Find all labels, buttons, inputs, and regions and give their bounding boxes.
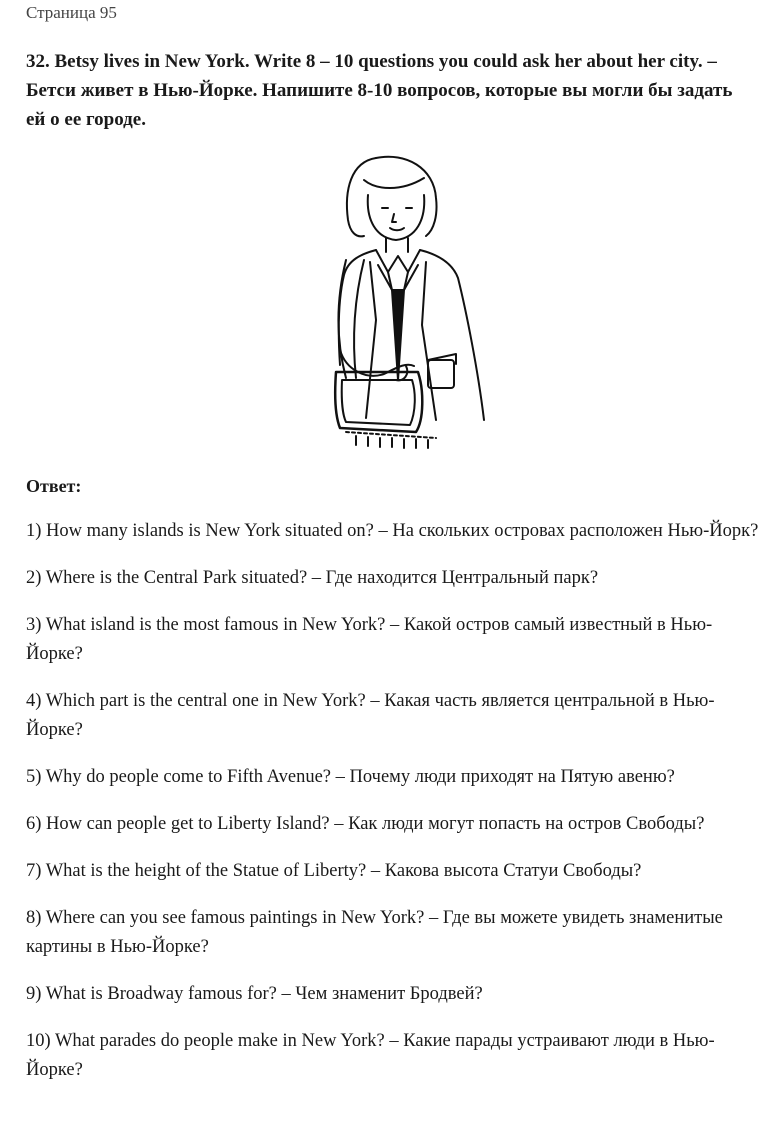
page-label: Страница 95: [26, 3, 117, 22]
answer-heading: Ответ:: [26, 476, 82, 496]
list-item: 10) What parades do people make in New York? – Какие парады устраивают люди в Нью-Йорке?: [26, 1031, 715, 1080]
list-item: 2) Where is the Central Park situated? – Где находится Центральный парк?: [26, 568, 599, 588]
list-item: 1) How many islands is New York situated on? – На скольких островах расположен Нью-Йорк?: [26, 521, 759, 541]
list-item: 4) Which part is the central one in New York? – Какая часть является центральной в Нью-Йорке?: [26, 691, 715, 740]
list-item: 9) What is Broadway famous for? – Чем знаменит Бродвей?: [26, 984, 483, 1004]
list-item: 5) Why do people come to Fifth Avenue? – Почему люди приходят на Пятую авеню?: [26, 767, 675, 787]
list-item: 8) Where can you see famous paintings in New York? – Где вы можете увидеть знаменитые картины в Нью-Йорке?: [26, 908, 723, 957]
list-item: 3) What island is the most famous in New York? – Какой остров самый известный в Нью-Йорке?: [26, 615, 713, 664]
task-text: 32. Betsy lives in New York. Write 8 – 10 questions you could ask her about her city. – Бетси живет в Нью-Йорке. Напишите 8-10 вопросов, которые вы могли бы задать ей о ее городе.: [26, 51, 733, 130]
girl-with-bag-illustration: [306, 150, 491, 450]
list-item: 7) What is the height of the Statue of Liberty? – Какова высота Статуи Свободы?: [26, 861, 642, 881]
answer-list: [26, 517, 761, 1103]
list-item: 6) How can people get to Liberty Island? – Как люди могут попасть на остров Свободы?: [26, 814, 705, 834]
